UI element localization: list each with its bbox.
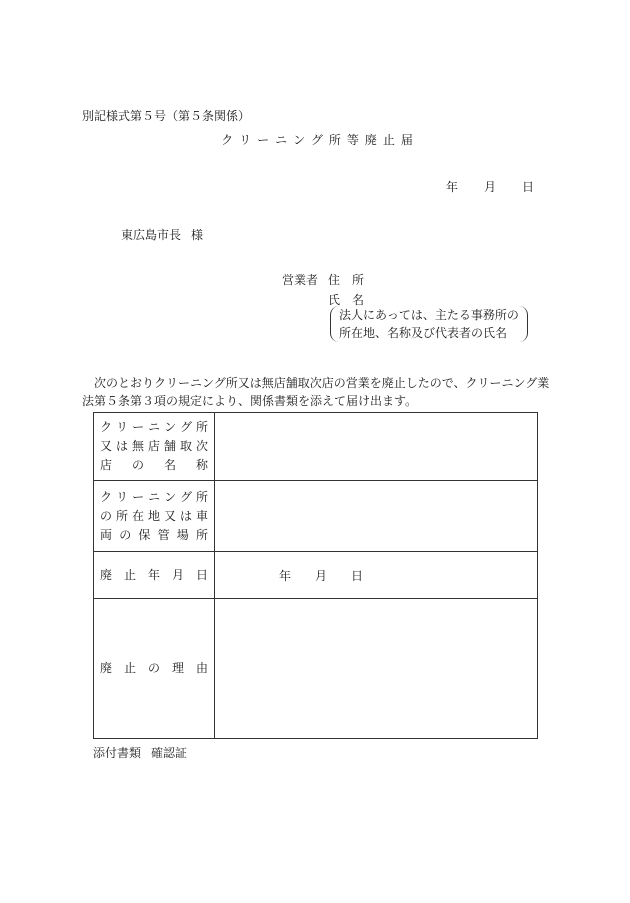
submission-date <box>446 178 534 195</box>
table-row <box>94 552 538 599</box>
table-row <box>94 413 538 481</box>
reason-field[interactable] <box>215 599 538 739</box>
abolition-date-label-text: 廃止年月日 <box>100 567 209 582</box>
location-label <box>94 481 215 552</box>
shop-name-label-line2: 又は無店舗取次 <box>100 439 209 453</box>
shop-name-label-line3: 店 の 名 称 <box>100 458 209 472</box>
attachments-value: 確認証 <box>151 746 188 760</box>
declaration-text: 次のとおりクリーニング所又は無店舗取次店の営業を廃止したので、クリーニング業法第５条第３項の規定により、関係書類を添えて届け出ます。 <box>82 376 550 408</box>
form-reference: 別記様式第５号（第５条関係） <box>82 109 251 123</box>
form-title: クリーニング所等廃止届 <box>221 133 419 147</box>
corporation-note-line2: 所在地、名称及び代表者の氏名 <box>339 326 508 340</box>
corporation-note <box>330 306 528 342</box>
applicant-name-label: 氏 名 <box>328 293 365 307</box>
attachments-label: 添付書類 <box>93 746 142 760</box>
abolition-date-field[interactable] <box>215 552 538 599</box>
shop-name-field[interactable] <box>215 413 538 481</box>
location-label-line2: の所在地又は車 <box>100 508 209 523</box>
addressee <box>121 226 203 243</box>
table-row <box>94 481 538 552</box>
location-label-line3: 両の保管場所 <box>100 527 209 542</box>
year-label: 年 <box>446 180 459 194</box>
applicant-address-label: 住 所 <box>328 273 365 287</box>
shop-name-label-line1: クリーニング所 <box>100 420 209 434</box>
reason-label <box>94 599 215 739</box>
table-row <box>94 599 538 739</box>
addressee-honorific: 様 <box>191 228 204 242</box>
applicant-label: 営業者 <box>282 273 319 287</box>
day-label: 日 <box>522 180 535 194</box>
reason-label-text: 廃 止 の 理 由 <box>100 661 209 675</box>
location-field[interactable] <box>215 481 538 552</box>
month-label: 月 <box>484 180 497 194</box>
shop-name-label <box>94 413 215 481</box>
attachments <box>93 744 187 761</box>
abolition-date-inline <box>215 567 537 584</box>
abolition-month-label: 月 <box>315 568 328 583</box>
corporation-note-line1: 法人にあっては、主たる事務所の <box>339 308 519 322</box>
abolition-date-label <box>94 552 215 599</box>
abolition-details-table <box>93 412 538 739</box>
abolition-year-label: 年 <box>279 568 292 583</box>
location-label-line1: クリーニング所 <box>100 489 209 504</box>
abolition-day-label: 日 <box>351 568 364 583</box>
addressee-name: 東広島市長 <box>121 228 182 242</box>
